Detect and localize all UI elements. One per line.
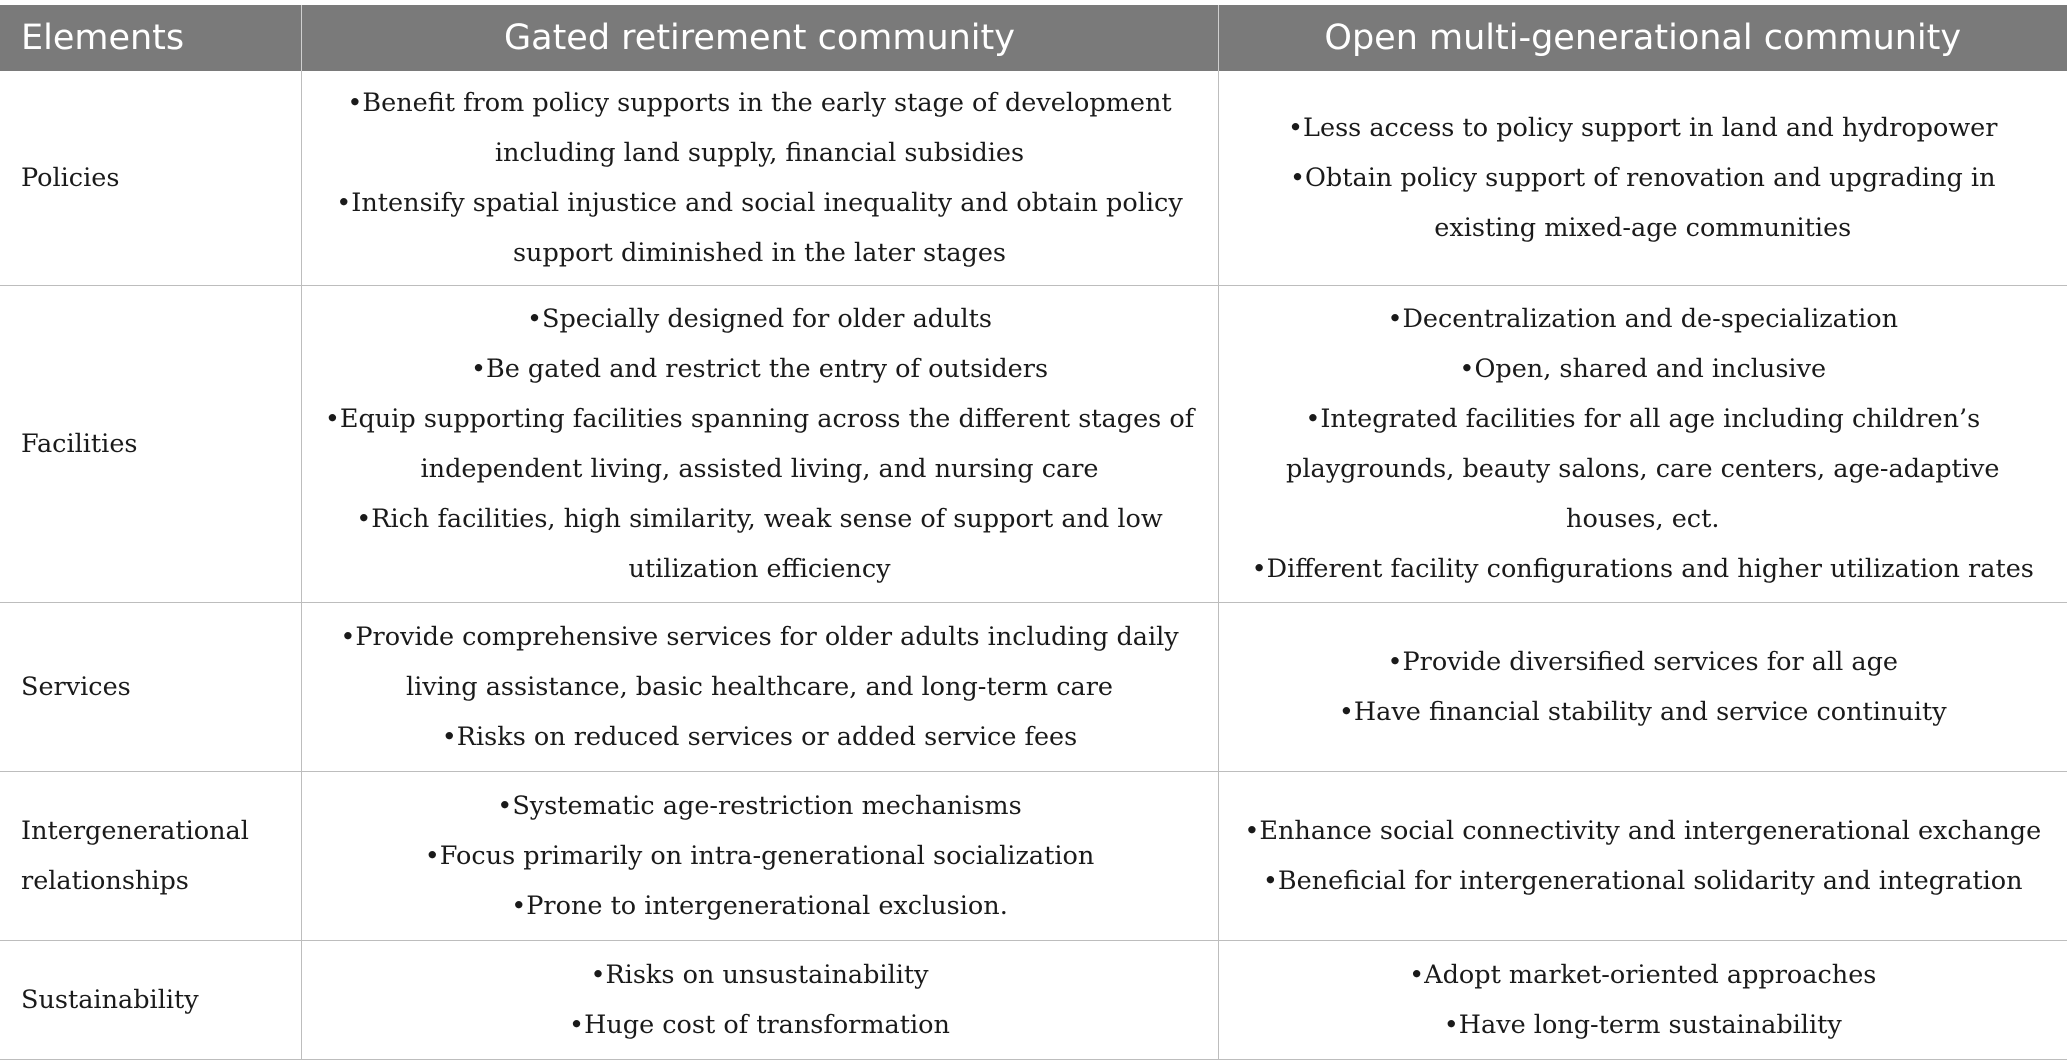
table-row-sustainability: [0, 941, 2067, 1060]
bullet-item: •Be gated and restrict the entry of outsiders: [470, 354, 1049, 384]
bullet-item: •Beneficial for intergenerational solidarity and integration: [1262, 866, 2023, 896]
bullet-item: •Equip supporting facilities spanning across the different stages of independent living, assisted living, and nursing care: [324, 404, 1195, 484]
bullet-item: •Systematic age-restriction mechanisms: [497, 791, 1022, 821]
bullet-item: •Different facility configurations and higher utilization rates: [1251, 554, 2034, 584]
table-body: [0, 71, 2067, 1060]
gated-cell: [301, 941, 1218, 1060]
bullet-item: •Obtain policy support of renovation and upgrading in existing mixed-age communities: [1289, 163, 1996, 243]
header-open-multigenerational: Open multi-generational community: [1218, 5, 2067, 71]
bullet-item: •Less access to policy support in land and hydropower: [1288, 113, 1998, 143]
bullet-item: •Intensify spatial injustice and social inequality and obtain policy support diminished in the later stages: [336, 188, 1183, 268]
bullet-item: •Rich facilities, high similarity, weak sense of support and low utilization efficiency: [356, 504, 1163, 584]
header-row: [0, 5, 2067, 71]
element-label: Facilities: [0, 286, 301, 603]
bullet-item: •Have financial stability and service continuity: [1338, 697, 1947, 727]
element-label: Policies: [0, 71, 301, 286]
open-cell: [1218, 71, 2067, 286]
community-comparison-table: [0, 5, 2067, 1060]
table-row-services: [0, 603, 2067, 772]
element-label: Services: [0, 603, 301, 772]
open-cell: [1218, 603, 2067, 772]
bullet-item: •Enhance social connectivity and intergenerational exchange: [1244, 816, 2042, 846]
open-cell: [1218, 941, 2067, 1060]
bullet-item: •Risks on unsustainability: [590, 960, 929, 990]
bullet-item: •Focus primarily on intra-generational socialization: [424, 841, 1095, 871]
table-row-policies: [0, 71, 2067, 286]
gated-cell: [301, 286, 1218, 603]
header-elements: Elements: [0, 5, 301, 71]
bullet-item: •Benefit from policy supports in the early stage of development including land supply, financial subsidies: [347, 88, 1172, 168]
gated-cell: [301, 603, 1218, 772]
element-label: Intergenerational relationships: [0, 772, 301, 941]
bullet-item: •Integrated facilities for all age including children’s playgrounds, beauty salons, care centers, age-adaptive houses, ect.: [1286, 404, 2000, 534]
open-cell: [1218, 772, 2067, 941]
table-row-intergenerational: [0, 772, 2067, 941]
bullet-item: •Adopt market-oriented approaches: [1409, 960, 1877, 990]
bullet-item: •Provide diversified services for all age: [1387, 647, 1899, 677]
table-row-facilities: [0, 286, 2067, 603]
bullet-item: •Prone to intergenerational exclusion.: [511, 891, 1008, 921]
gated-cell: [301, 772, 1218, 941]
bullet-item: •Specially designed for older adults: [526, 304, 993, 334]
bullet-item: •Huge cost of transformation: [569, 1010, 950, 1040]
bullet-item: •Risks on reduced services or added service fees: [441, 722, 1078, 752]
bullet-item: •Provide comprehensive services for older adults including daily living assistance, basic healthcare, and long-term care: [340, 622, 1179, 702]
gated-cell: [301, 71, 1218, 286]
header-gated-retirement: Gated retirement community: [301, 5, 1218, 71]
element-label: Sustainability: [0, 941, 301, 1060]
bullet-item: •Decentralization and de-specialization: [1387, 304, 1899, 334]
bullet-item: •Have long-term sustainability: [1443, 1010, 1842, 1040]
bullet-item: •Open, shared and inclusive: [1459, 354, 1827, 384]
table-header: [0, 5, 2067, 71]
open-cell: [1218, 286, 2067, 603]
